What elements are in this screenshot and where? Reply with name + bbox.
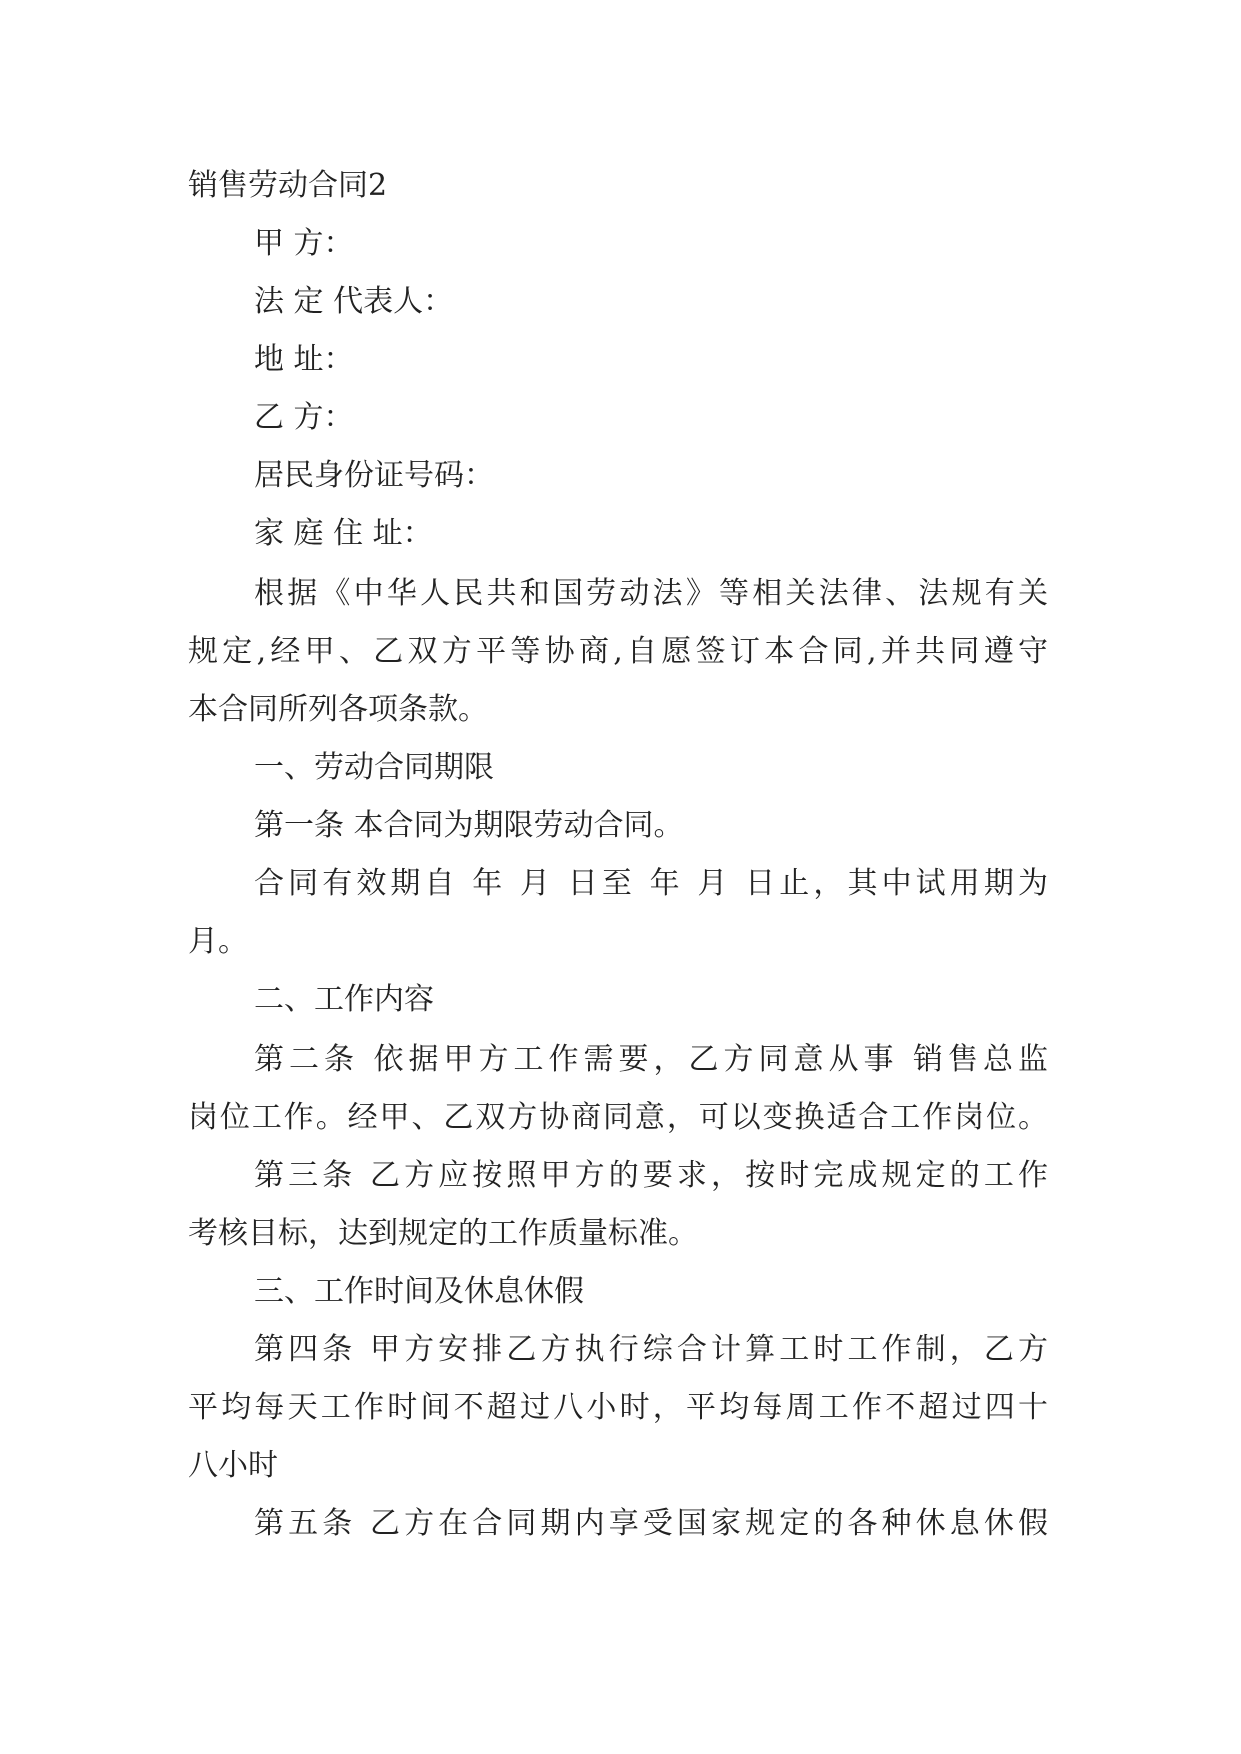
article-4-line-1: 第四条 甲方安排乙方执行综合计算工时工作制，乙方 (254, 1332, 1048, 1367)
article-4-line-2: 平均每天工作时间不超过八小时，平均每周工作不超过四十 (188, 1390, 1048, 1425)
article-5-line-1: 第五条 乙方在合同期内享受国家规定的各种休息休假 (254, 1506, 1048, 1541)
id-number-field: 居民身份证号码： (254, 458, 494, 493)
party-a-field: 甲 方： (254, 226, 354, 261)
party-b-field: 乙 方： (254, 400, 354, 435)
preamble-line-1: 根据《中华人民共和国劳动法》等相关法律、法规有关 (254, 576, 1048, 611)
address-field: 地 址： (254, 342, 354, 377)
preamble-line-2: 规定,经甲、乙双方平等协商,自愿签订本合同,并共同遵守 (188, 634, 1048, 669)
article-1: 第一条 本合同为期限劳动合同。 (254, 808, 684, 843)
article-4-line-3: 八小时 (188, 1448, 278, 1483)
validity-line-1: 合同有效期自 年 月 日至 年 月 日止，其中试用期为 (254, 866, 1048, 901)
article-2-line-2: 岗位工作。经甲、乙双方协商同意，可以变换适合工作岗位。 (188, 1100, 1048, 1135)
home-address-field: 家 庭 住 址： (254, 516, 433, 551)
preamble-line-3: 本合同所列各项条款。 (188, 692, 488, 727)
document-title: 销售劳动合同2 (188, 168, 388, 203)
article-3-line-2: 考核目标，达到规定的工作质量标准。 (188, 1216, 698, 1251)
validity-line-2: 月。 (188, 924, 248, 959)
section-2-heading: 二、工作内容 (254, 982, 434, 1017)
article-2-line-1: 第二条 依据甲方工作需要，乙方同意从事 销售总监 (254, 1042, 1048, 1077)
section-3-heading: 三、工作时间及休息休假 (254, 1274, 584, 1309)
legal-representative-field: 法 定 代表人： (254, 284, 454, 319)
article-3-line-1: 第三条 乙方应按照甲方的要求，按时完成规定的工作 (254, 1158, 1048, 1193)
section-1-heading: 一、劳动合同期限 (254, 750, 494, 785)
